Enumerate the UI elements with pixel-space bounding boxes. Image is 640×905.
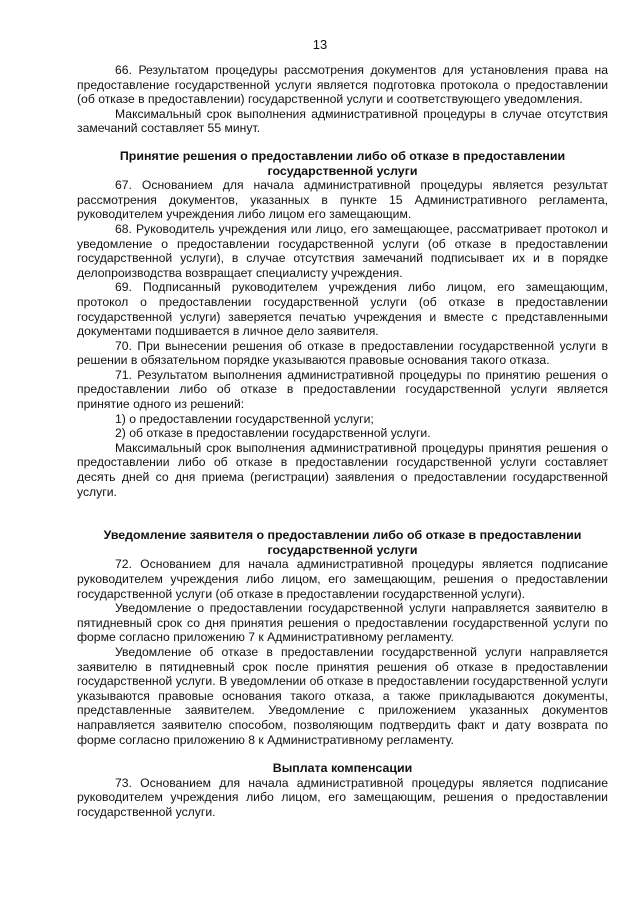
paragraph-67: 67. Основанием для начала административной процедуры является результат рассмотрения документов, указанных в пункте 15 Административного регламента, руководителем учреждения либо лицом его замещающим. <box>77 178 608 222</box>
section-heading-compensation: Выплата компенсации <box>272 761 413 776</box>
paragraph-72: 72. Основанием для начала административной процедуры является подписание руководителем учреждения либо лицом, его замещающим, решения о предоставлении государственной услуги (об отказе в предоставлении государственной услуги). <box>77 557 608 601</box>
section-heading-decision: Принятие решения о предоставлении либо об отказе в предоставлении государственной услуги <box>119 148 566 178</box>
paragraph-70: 70. При вынесении решения об отказе в предоставлении государственной услуги в решении в обязательном порядке указываются правовые основания такого отказа. <box>77 338 608 368</box>
paragraph-71: 71. Результатом выполнения административной процедуры по принятию решения о предоставлении либо об отказе в предоставлении государственной услуги является принятие одного из решений: <box>77 367 608 412</box>
paragraph-69: 69. Подписанный руководителем учреждения либо лицом, его замещающим, протокол о предоставлении государственной услуги (об отказе в предоставлении государственной услуги) заверяется печатью учреждения и вместе с представленными документами подшивается в личное дело заявителя. <box>77 280 608 339</box>
paragraph-68: 68. Руководитель учреждения или лицо, его замещающее, рассматривает протокол и уведомление о предоставлении государственной услуги (об отказе в предоставлении государственной услуги), в случае отсутствия замечаний подписывает их и в порядке делопроизводства возвращает специалисту учреждения. <box>77 221 608 280</box>
list-item-1: 1) о предоставлении государственной услуги; <box>115 411 374 426</box>
paragraph-66-max-term: Максимальный срок выполнения административной процедуры в случае отсутствия замечаний составляет 55 минут. <box>77 106 608 136</box>
document-body <box>77 63 608 820</box>
list-item-2: 2) об отказе в предоставлении государственной услуги. <box>115 426 431 441</box>
paragraph-73: 73. Основанием для начала административной процедуры является подписание руководителем учреждения либо лицом, его замещающим, решения о предоставлении государственной услуги. <box>77 775 608 819</box>
paragraph-72-approval-notice: Уведомление о предоставлении государственной услуги направляется заявителю в пятидневный срок со дня принятия решения о предоставлении государственной услуги по форме согласно приложению 7 к Административному регламенту. <box>77 601 608 645</box>
paragraph-66: 66. Результатом процедуры рассмотрения документов для установления права на предоставление государственной услуги является подготовка протокола о предоставлении (об отказе в предоставлении) государственной услуги и соответствующего уведомления. <box>77 63 608 107</box>
page-number: 13 <box>312 37 328 52</box>
paragraph-71-max-term: Максимальный срок выполнения административной процедуры принятия решения о предоставлении либо об отказе в предоставлении государственной услуги составляет десять дней со дня приема (регистрации) заявления о предоставлении государственной услуги. <box>77 440 608 499</box>
section-heading-notification: Уведомление заявителя о предоставлении либо об отказе в предоставлении государственной услуги <box>103 528 582 557</box>
paragraph-72-refusal-notice: Уведомление об отказе в предоставлении государственной услуги направляется заявителю в пятидневный срок после принятия решения об отказе в предоставлении государственной услуги. В уведомлении об отказе в предоставлении государственной услуги указываются правовые основания такого отказа, а также прикладываются документы, представленные заявителем. Уведомление с приложением указанных документов направляется заявителю способом, позволяющим подтвердить факт и дату возврата по форме согласно приложению 8 к Административному регламенту. <box>77 644 608 747</box>
